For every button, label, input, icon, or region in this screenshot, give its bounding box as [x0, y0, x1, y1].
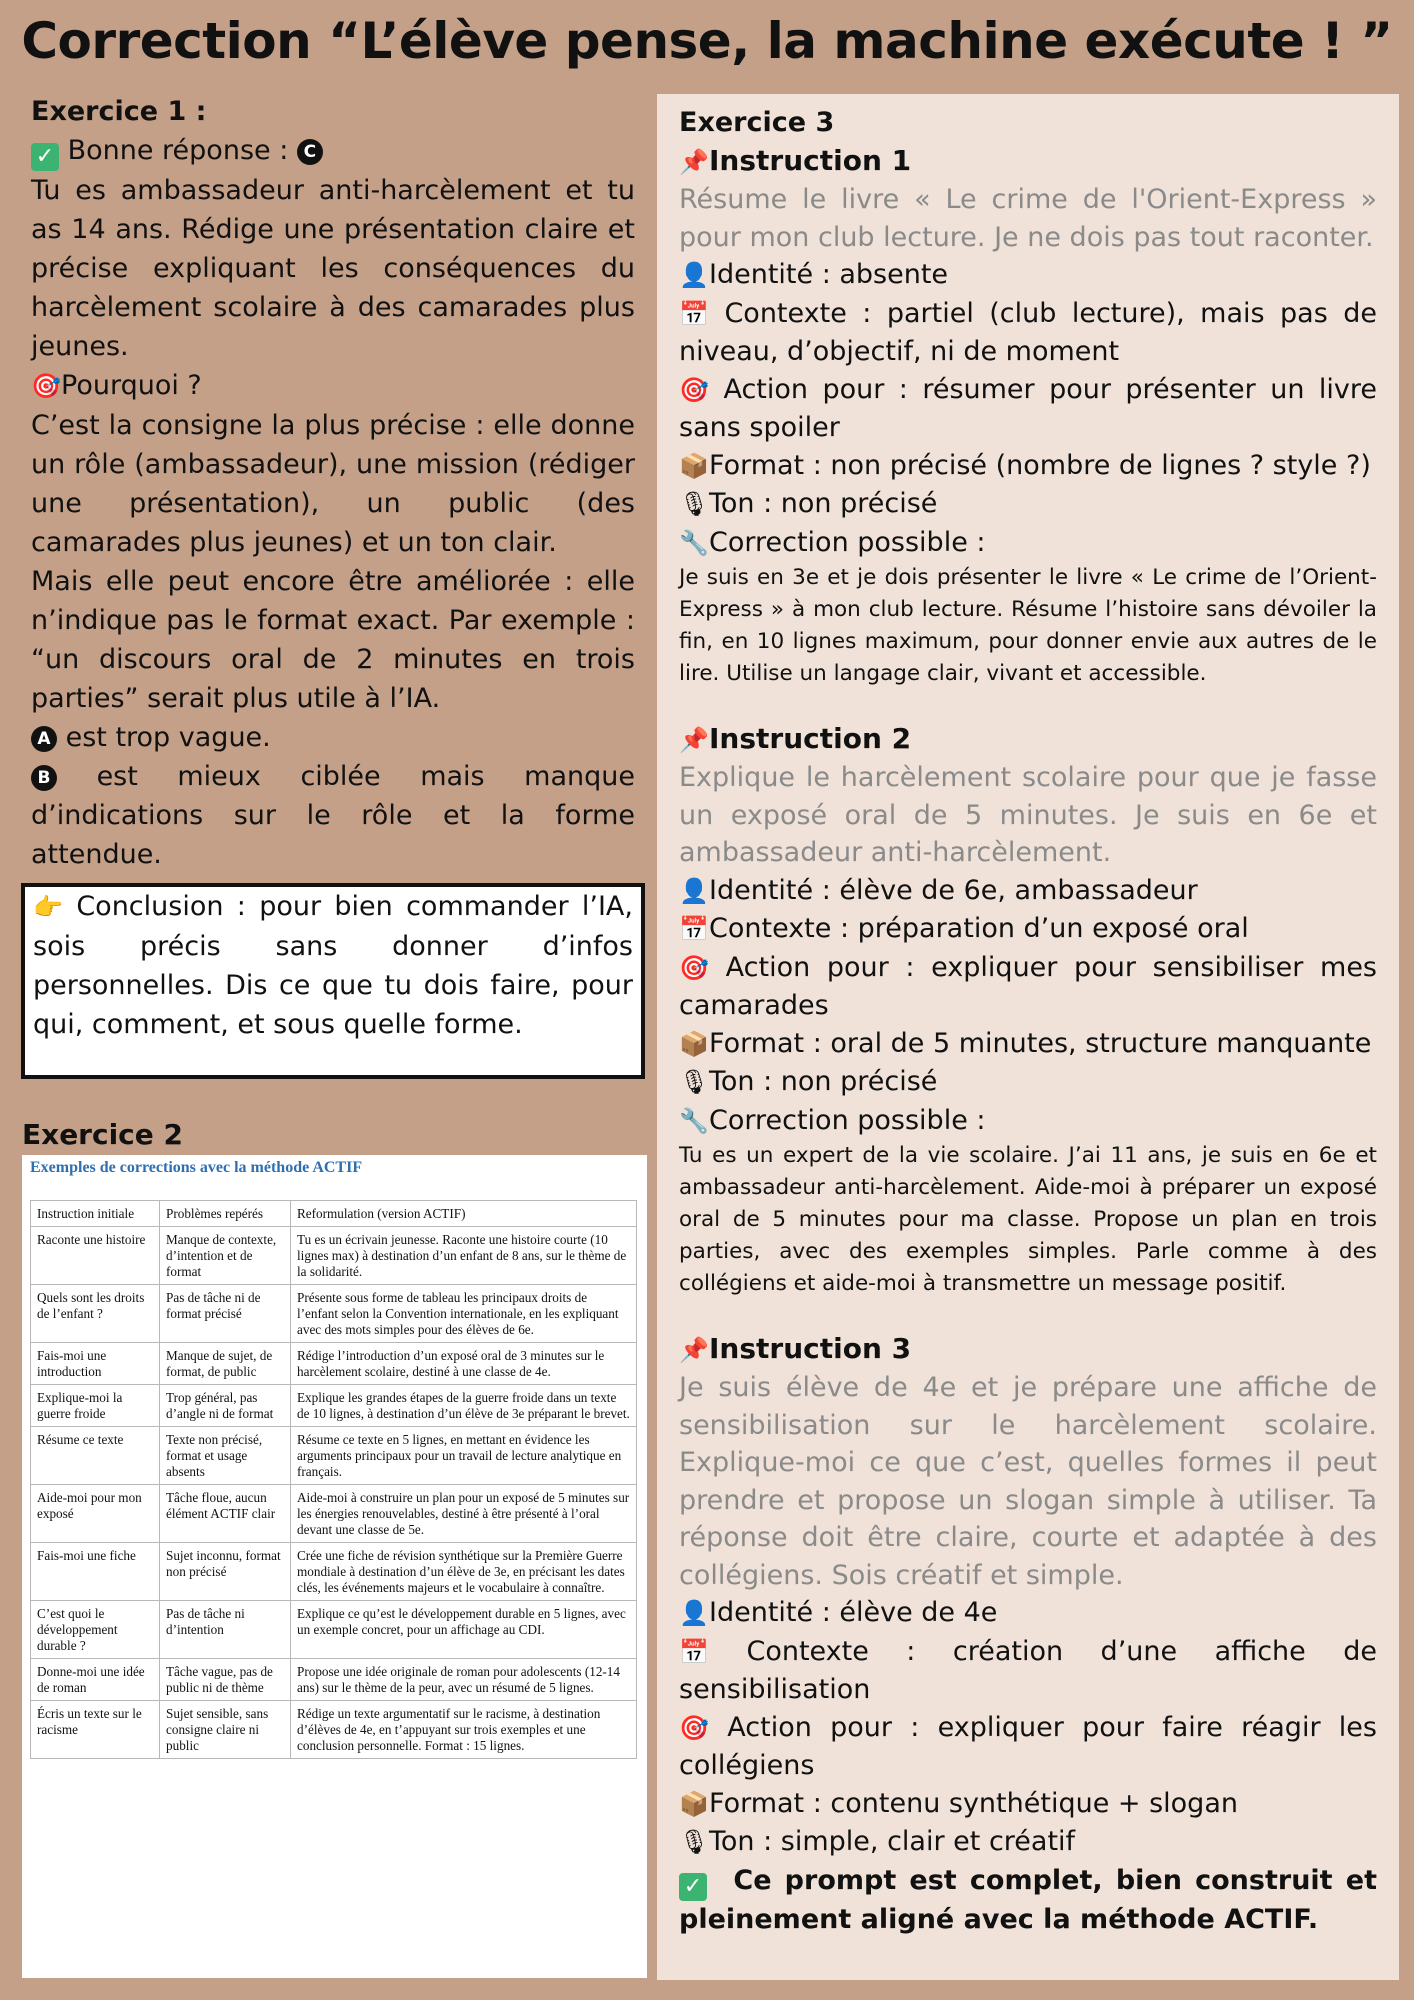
- instruction-2-correction-label: 🔧Correction possible :: [679, 1102, 1377, 1141]
- check-icon: ✓: [31, 143, 59, 171]
- instruction-1-correction: Je suis en 3e et je dois présenter le livre « Le crime de l’Orient-Express » à mon club lecture. Résume l’histoire sans dévoiler la fin, en 10 lignes maximum, pour donner envie aux autres de le lire. Utilise un langage clair, vivant et accessible.: [679, 565, 1377, 686]
- calendar-icon: 📅: [679, 915, 709, 943]
- person-icon: 👤: [679, 1599, 709, 1627]
- cell-instruction: Raconte une histoire: [31, 1227, 160, 1285]
- cell-problems: Tâche floue, aucun élément ACTIF clair: [160, 1485, 291, 1543]
- instruction-2-title: 📌Instruction 2: [679, 720, 1377, 759]
- page-title: Correction “L’élève pense, la machine exécute ! ”: [21, 12, 1393, 70]
- cell-reformulation: Propose une idée originale de roman pour adolescents (12-14 ans) sur le thème de la peur, avec un résumé de 5 lignes.: [291, 1659, 637, 1701]
- header-problems: Problèmes repérés: [160, 1201, 291, 1227]
- header-reformulation: Reformulation (version ACTIF): [291, 1201, 637, 1227]
- cell-instruction: Fais-moi une fiche: [31, 1543, 160, 1601]
- cell-reformulation: Explique ce qu’est le développement durable en 5 lignes, avec un exemple concret, pour un affichage au CDI.: [291, 1601, 637, 1659]
- actif-table: [30, 1200, 637, 1759]
- table-row: [31, 1701, 637, 1759]
- cell-reformulation: Présente sous forme de tableau les principaux droits de l’enfant selon la Convention internationale, en les expliquant avec des mots simples pour des élèves de 6e.: [291, 1285, 637, 1343]
- target-icon: 🎯: [679, 375, 709, 404]
- cell-reformulation: Rédige l’introduction d’un exposé oral de 3 minutes sur le harcèlement scolaire, destiné à une classe de 4e.: [291, 1343, 637, 1385]
- instruction-2-correction: Tu es un expert de la vie scolaire. J’ai 11 ans, je suis en 6e et ambassadeur anti-harcèlement. Aide-moi à préparer un exposé oral de 5 minutes pour ma classe. Propose un plan en trois parties, avec des exemples simples. Parle comme à des collégiens et aide-moi à transmettre un message positif.: [679, 1143, 1377, 1296]
- cell-reformulation: Explique les grandes étapes de la guerre froide dans un texte de 10 lignes, à destination d’un élève de 3e préparant le brevet.: [291, 1385, 637, 1427]
- cell-problems: Pas de tâche ni de format précisé: [160, 1285, 291, 1343]
- instruction-3-verdict: ✓ Ce prompt est complet, bien construit et pleinement aligné avec la méthode ACTIF.: [679, 1864, 1377, 1935]
- cell-instruction: Donne-moi une idée de roman: [31, 1659, 160, 1701]
- cell-problems: Sujet inconnu, format non précisé: [160, 1543, 291, 1601]
- microphone-icon: 🎙: [679, 1068, 710, 1096]
- cell-instruction: Résume ce texte: [31, 1427, 160, 1485]
- pushpin-icon: 📌: [679, 1336, 709, 1364]
- instruction-2-contexte: 📅Contexte : préparation d’un exposé oral: [679, 910, 1377, 949]
- target-icon: 🎯: [31, 372, 61, 400]
- table-row: [31, 1343, 637, 1385]
- cell-problems: Sujet sensible, sans consigne claire ni public: [160, 1701, 291, 1759]
- target-icon: 🎯: [679, 953, 709, 982]
- table-row: [31, 1543, 637, 1601]
- instruction-1-contexte: 📅 Contexte : partiel (club lecture), mais pas de niveau, d’objectif, ni de moment: [679, 297, 1377, 367]
- table-title: Exemples de corrections avec la méthode ACTIF: [30, 1159, 363, 1176]
- check-icon: ✓: [679, 1873, 707, 1901]
- instruction-1-ton: 🎙Ton : non précisé: [679, 485, 1377, 524]
- cell-problems: Manque de contexte, d’intention et de format: [160, 1227, 291, 1285]
- instruction-2-ton: 🎙Ton : non précisé: [679, 1063, 1377, 1102]
- instruction-2-action: 🎯 Action pour : expliquer pour sensibiliser mes camarades: [679, 951, 1377, 1021]
- answer-text: Tu es ambassadeur anti-harcèlement et tu as 14 ans. Rédige une présentation claire et précise expliquant les conséquences du harcèlement scolaire à des camarades plus jeunes.: [31, 175, 635, 362]
- cell-problems: Trop général, pas d’angle ni de format: [160, 1385, 291, 1427]
- cell-reformulation: Tu es un écrivain jeunesse. Raconte une histoire courte (10 lignes max) à destination d’un enfant de 8 ans, sur le thème de la solidarité.: [291, 1227, 637, 1285]
- package-icon: 📦: [679, 1789, 709, 1818]
- instruction-2-prompt: Explique le harcèlement scolaire pour que je fasse un exposé oral de 5 minutes. Je suis en 6e et ambassadeur anti-harcèlement.: [679, 762, 1377, 868]
- instruction-1-format: 📦Format : non précisé (nombre de lignes ? style ?): [679, 447, 1377, 486]
- answer-line: ✓ Bonne réponse : C: [31, 131, 635, 171]
- cell-instruction: Quels sont les droits de l’enfant ?: [31, 1285, 160, 1343]
- instruction-3-format: 📦Format : contenu synthétique + slogan: [679, 1785, 1377, 1824]
- instruction-3-ton: 🎙Ton : simple, clair et créatif: [679, 1823, 1377, 1862]
- cell-problems: Texte non précisé, format et usage absents: [160, 1427, 291, 1485]
- instruction-1-identite: 👤Identité : absente: [679, 256, 1377, 295]
- person-icon: 👤: [679, 876, 709, 905]
- table-row: [31, 1659, 637, 1701]
- table-row: [31, 1485, 637, 1543]
- exercise-3-panel: [657, 94, 1399, 1980]
- exercise-3-title: Exercice 3: [679, 107, 835, 138]
- wrench-icon: 🔧: [679, 528, 709, 557]
- package-icon: 📦: [679, 451, 709, 480]
- cell-instruction: Écris un texte sur le racisme: [31, 1701, 160, 1759]
- letter-a-icon: A: [31, 726, 57, 752]
- option-b-line: B est mieux ciblée mais manque d’indications sur le rôle et la forme attendue.: [31, 761, 635, 870]
- cell-reformulation: Aide-moi à construire un plan pour un exposé de 5 minutes sur les énergies renouvelables, destiné à être présenté à l’oral devant une classe de 5e.: [291, 1485, 637, 1543]
- instruction-3-contexte: 📅 Contexte : création d’une affiche de sensibilisation: [679, 1635, 1377, 1705]
- instruction-1-prompt: Résume le livre « Le crime de l'Orient-Express » pour mon club lecture. Je ne dois pas tout raconter.: [679, 184, 1377, 253]
- cell-instruction: C’est quoi le développement durable ?: [31, 1601, 160, 1659]
- target-icon: 🎯: [679, 1713, 709, 1742]
- header-instruction: Instruction initiale: [31, 1201, 160, 1227]
- instruction-3-action: 🎯 Action pour : expliquer pour faire réagir les collégiens: [679, 1711, 1377, 1781]
- cell-reformulation: Crée une fiche de révision synthétique sur la Première Guerre mondiale à destination d’un élève de 3e, en précisant les dates clés, les événements majeurs et le vocabulaire à connaître.: [291, 1543, 637, 1601]
- table-row: [31, 1285, 637, 1343]
- exercise-2-title: Exercice 2: [22, 1118, 183, 1151]
- instruction-2-identite: 👤Identité : élève de 6e, ambassadeur: [679, 872, 1377, 911]
- table-row: [31, 1601, 637, 1659]
- exercise-1-title: Exercice 1 :: [31, 96, 207, 127]
- wrench-icon: 🔧: [679, 1106, 709, 1135]
- cell-instruction: Explique-moi la guerre froide: [31, 1385, 160, 1427]
- why-text: C’est la consigne la plus précise : elle donne un rôle (ambassadeur), une mission (rédiger une présentation), un public (des camarades plus jeunes) et un ton clair.: [31, 410, 635, 558]
- exercise-1: [31, 92, 635, 874]
- instruction-1-correction-label: 🔧Correction possible :: [679, 524, 1377, 563]
- conclusion-box: 👉 Conclusion : pour bien commander l’IA, sois précis sans donner d’infos personnelles. Dis ce que tu dois faire, pour qui, comment, et sous quelle forme.: [21, 883, 645, 1079]
- instruction-3-title: 📌Instruction 3: [679, 1330, 1377, 1369]
- instruction-1-action: 🎯 Action pour : résumer pour présenter un livre sans spoiler: [679, 373, 1377, 443]
- option-a-line: A est trop vague.: [31, 718, 635, 757]
- microphone-icon: 🎙: [679, 1828, 710, 1856]
- package-icon: 📦: [679, 1029, 709, 1058]
- table-row: [31, 1227, 637, 1285]
- cell-problems: Pas de tâche ni d’intention: [160, 1601, 291, 1659]
- instruction-3-identite: 👤Identité : élève de 4e: [679, 1594, 1377, 1633]
- calendar-icon: 📅: [679, 1637, 709, 1666]
- table-row: [31, 1385, 637, 1427]
- pushpin-icon: 📌: [679, 726, 709, 754]
- microphone-icon: 🎙: [679, 490, 710, 518]
- cell-reformulation: Rédige un texte argumentatif sur le racisme, à destination d’élèves de 4e, en t’appuyant sur trois exemples et une conclusion personnelle. Format : 15 lignes.: [291, 1701, 637, 1759]
- table-header-row: [31, 1201, 637, 1227]
- cell-problems: Tâche vague, pas de public ni de thème: [160, 1659, 291, 1701]
- cell-problems: Manque de sujet, de format, de public: [160, 1343, 291, 1385]
- why-line: 🎯Pourquoi ?: [31, 366, 635, 406]
- instruction-2-format: 📦Format : oral de 5 minutes, structure manquante: [679, 1025, 1377, 1064]
- exercise-2-table-image: [22, 1155, 647, 1978]
- instruction-1-title: 📌Instruction 1: [679, 142, 1377, 181]
- table-row: [31, 1427, 637, 1485]
- letter-b-icon: B: [31, 765, 57, 791]
- improve-text: Mais elle peut encore être améliorée : elle n’indique pas le format exact. Par exemple : “un discours oral de 2 minutes en trois parties” serait plus utile à l’IA.: [31, 566, 635, 714]
- cell-instruction: Fais-moi une introduction: [31, 1343, 160, 1385]
- pointing-hand-icon: 👉: [33, 893, 63, 921]
- person-icon: 👤: [679, 261, 709, 289]
- calendar-icon: 📅: [679, 299, 709, 328]
- letter-c-icon: C: [297, 139, 323, 165]
- cell-instruction: Aide-moi pour mon exposé: [31, 1485, 160, 1543]
- pushpin-icon: 📌: [679, 148, 709, 176]
- instruction-3-prompt: Je suis élève de 4e et je prépare une affiche de sensibilisation sur le harcèlement scolaire. Explique-moi ce que c’est, quelles formes il peut prendre et propose un slogan simple à utiliser. Ta réponse doit être claire, courte et adaptée à des collégiens. Sois créatif et simple.: [679, 1372, 1377, 1591]
- cell-reformulation: Résume ce texte en 5 lignes, en mettant en évidence les arguments principaux pour un travail de lecture analytique en français.: [291, 1427, 637, 1485]
